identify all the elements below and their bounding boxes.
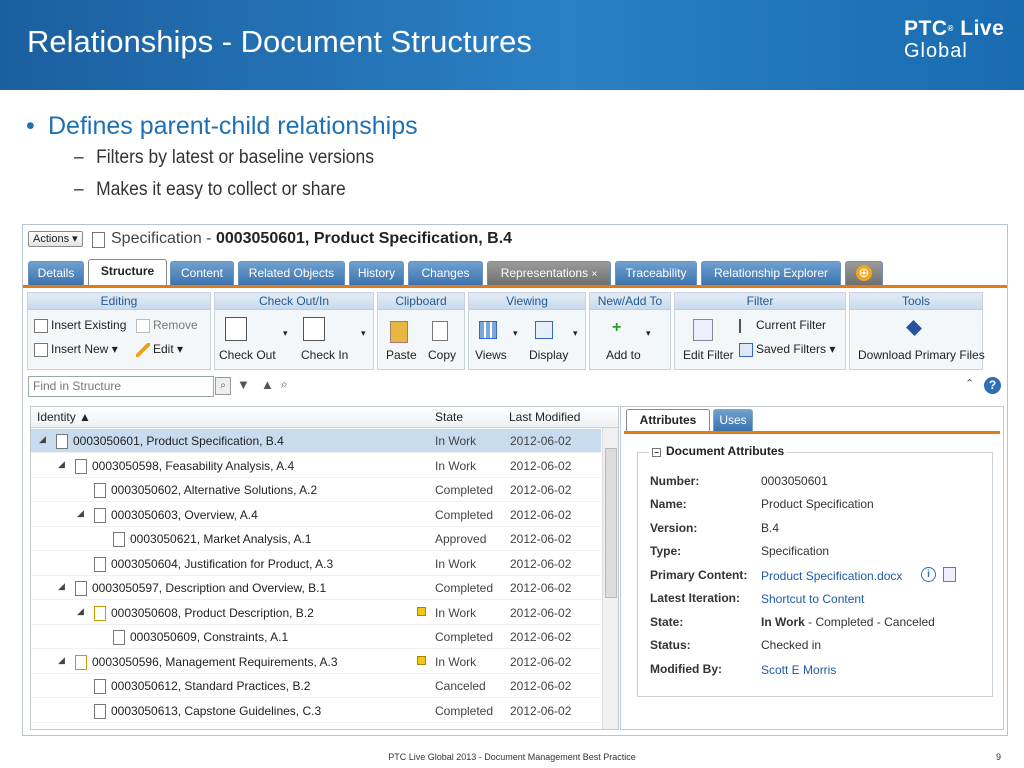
table-row[interactable] <box>31 625 601 649</box>
logo-ptc: PTC <box>904 17 948 40</box>
state-cell: Canceled <box>435 679 486 693</box>
tab-content[interactable]: Content <box>170 261 234 285</box>
last-modified-cell: 2012-06-02 <box>510 630 572 644</box>
saved-filters-icon <box>739 343 753 357</box>
sub-bullet-marker: – <box>74 147 84 168</box>
tab-history[interactable]: History <box>349 261 404 285</box>
expand-toggle-icon[interactable]: ◢ <box>58 581 65 591</box>
views-label: Views <box>475 348 507 362</box>
find-next-icon[interactable]: ▼ <box>237 377 250 392</box>
group-check-out-in <box>214 292 374 370</box>
section-title <box>649 444 787 458</box>
close-icon[interactable]: × <box>591 269 598 280</box>
tab-representations-label: Representations <box>500 266 589 280</box>
logo-live: Live <box>953 17 1005 40</box>
object-type: Specification - <box>111 230 216 247</box>
tab-details[interactable]: Details <box>28 261 84 285</box>
state-lifecycle: - Completed - Canceled <box>804 615 935 629</box>
modified-by-label: Modified By: <box>650 662 722 676</box>
state-cell: Completed <box>435 581 494 595</box>
document-icon <box>56 434 68 449</box>
state-cell: In Work <box>435 458 477 473</box>
scrollbar[interactable] <box>602 428 618 729</box>
state-cell: Completed <box>435 483 494 497</box>
bullet-main-text: Defines parent-child relationships <box>48 112 418 140</box>
remove-button[interactable] <box>136 318 198 333</box>
ptc-live-global-logo <box>904 18 1004 62</box>
collapse-toolbar-icon[interactable]: ⌃ <box>965 378 975 390</box>
current-filter-button[interactable] <box>739 318 826 333</box>
download-icon <box>906 320 922 336</box>
section-title-text: Document Attributes <box>666 444 785 458</box>
expand-toggle-icon[interactable]: ◢ <box>58 654 65 665</box>
display-dropdown[interactable]: ▾ <box>573 328 578 338</box>
primary-content-link[interactable]: Product Specification.docx <box>761 569 903 583</box>
type-label: Type: <box>650 544 682 558</box>
expand-toggle-icon[interactable]: ◢ <box>77 605 84 616</box>
checked-out-marker-icon <box>417 656 426 665</box>
state-cell: Completed <box>435 630 494 644</box>
edit-filter-label: Edit Filter <box>683 348 734 362</box>
info-panel <box>620 406 1004 730</box>
document-icon <box>94 483 106 498</box>
state-value <box>761 615 935 629</box>
paste-label: Paste <box>386 348 417 362</box>
insert-existing-icon <box>34 319 48 333</box>
identity-cell[interactable]: 0003050601, Product Specification, B.4 <box>73 434 284 448</box>
edit-filter-button[interactable] <box>683 348 734 362</box>
tab-attributes[interactable]: Attributes <box>626 409 710 431</box>
tab-underline <box>23 285 1007 288</box>
table-row[interactable] <box>31 601 601 625</box>
sub-bullet-text: Makes it easy to collect or share <box>96 179 346 200</box>
document-icon <box>75 655 87 670</box>
table-row[interactable] <box>31 527 601 551</box>
state-cell: Completed <box>435 703 494 718</box>
saved-filters-button[interactable]: Saved Filters ▾ <box>739 342 835 357</box>
binoculars-icon[interactable]: ⌕ <box>215 377 231 395</box>
last-modified-cell: 2012-06-02 <box>510 703 572 718</box>
group-title: Filter <box>675 293 845 310</box>
table-row[interactable] <box>31 650 601 674</box>
status-value: Checked in <box>761 638 822 652</box>
group-title: New/Add To <box>590 293 670 310</box>
identity-cell[interactable]: 0003050603, Overview, A.4 <box>111 507 258 522</box>
structure-toolbar <box>27 292 1003 370</box>
object-header <box>23 225 1007 255</box>
checked-out-marker-icon <box>417 607 426 616</box>
saved-filters-label: Saved Filters <box>756 342 827 356</box>
last-modified-cell: 2012-06-02 <box>510 507 572 522</box>
expand-toggle-icon[interactable]: ◢ <box>58 458 65 469</box>
identity-cell[interactable]: 0003050621, Market Analysis, A.1 <box>130 532 312 546</box>
remove-icon <box>136 319 150 333</box>
document-icon <box>94 557 106 572</box>
identity-cell[interactable]: 0003050609, Constraints, A.1 <box>130 630 289 644</box>
tab-representations[interactable] <box>487 261 611 285</box>
number-label: Number: <box>650 474 700 488</box>
status-label: Status: <box>650 638 691 652</box>
find-options-icon[interactable]: ⌕ <box>281 377 288 391</box>
group-editing <box>27 292 211 370</box>
col-identity[interactable]: Identity ▲ <box>37 410 91 424</box>
copy-label: Copy <box>428 348 457 362</box>
sub-bullet-text: Filters by latest or baseline versions <box>96 147 374 168</box>
tab-relationship-explorer[interactable]: Relationship Explorer <box>701 261 841 285</box>
help-icon[interactable]: ? <box>984 377 1001 394</box>
group-clipboard <box>377 292 465 370</box>
info-icon[interactable]: i <box>921 567 936 582</box>
document-icon <box>94 704 106 719</box>
group-new-add-to <box>589 292 671 370</box>
state-label: State: <box>650 615 684 629</box>
name-value: Product Specification <box>761 497 874 511</box>
name-label: Name: <box>650 497 687 511</box>
table-row[interactable] <box>31 478 601 502</box>
add-tab-button[interactable] <box>845 261 883 285</box>
col-state[interactable]: State <box>435 410 464 424</box>
display-icon <box>535 321 553 339</box>
sub-bullet-marker: – <box>74 179 84 200</box>
copy-button[interactable] <box>428 348 456 362</box>
document-icon <box>94 508 106 523</box>
identity-cell[interactable]: 0003050598, Feasability Analysis, A.4 <box>92 458 295 473</box>
display-label: Display <box>529 348 569 362</box>
identity-cell[interactable]: 0003050608, Product Description, B.2 <box>111 605 314 620</box>
last-modified-cell: 2012-06-02 <box>510 434 572 448</box>
find-in-structure-input[interactable]: Find in Structure <box>28 376 214 397</box>
latest-iteration-link[interactable]: Shortcut to Content <box>761 592 865 606</box>
bullet-main <box>26 112 418 141</box>
check-in-label: Check In <box>301 348 349 362</box>
table-row[interactable] <box>31 674 601 698</box>
expand-toggle-icon[interactable]: ◢ <box>39 434 46 444</box>
state-cell: Approved <box>435 532 487 546</box>
primary-content-label: Primary Content: <box>650 568 748 582</box>
state-current: In Work <box>761 615 805 629</box>
tab-changes[interactable]: Changes <box>408 261 483 285</box>
scrollbar-thumb[interactable] <box>605 448 617 598</box>
check-in-icon <box>303 317 325 341</box>
state-cell: In Work <box>435 434 477 448</box>
identity-cell[interactable]: 0003050612, Standard Practices, B.2 <box>111 679 311 693</box>
latest-iteration-label: Latest Iteration: <box>650 591 741 605</box>
check-out-label: Check Out <box>219 348 276 362</box>
paste-icon <box>390 321 408 343</box>
identity-cell[interactable]: 0003050597, Description and Overview, B.1 <box>92 581 327 595</box>
group-title: Check Out/In <box>215 293 373 310</box>
expand-toggle-icon[interactable]: ◢ <box>77 507 84 518</box>
version-label: Version: <box>650 521 698 535</box>
current-filter-label: Current Filter <box>756 318 827 332</box>
last-modified-cell: 2012-06-02 <box>510 654 572 669</box>
edit-filter-icon <box>693 319 713 341</box>
logo-registered: ® <box>947 24 954 33</box>
last-modified-cell: 2012-06-02 <box>510 679 572 693</box>
last-modified-cell: 2012-06-02 <box>510 532 572 546</box>
last-modified-cell: 2012-06-02 <box>510 556 572 571</box>
add-to-icon: + <box>612 319 622 336</box>
add-to-button[interactable] <box>606 348 641 362</box>
document-icon <box>113 532 125 547</box>
table-row[interactable] <box>31 576 601 600</box>
edit-label: Edit <box>153 342 174 356</box>
table-row[interactable] <box>31 552 601 576</box>
add-to-dropdown[interactable]: ▾ <box>646 328 651 338</box>
find-previous-icon[interactable]: ▲ <box>261 377 274 392</box>
group-title: Tools <box>850 293 982 310</box>
table-row[interactable] <box>31 503 601 527</box>
download-primary-files-button[interactable] <box>858 348 985 362</box>
check-out-dropdown[interactable]: ▾ <box>283 328 288 338</box>
number-value: 0003050601 <box>761 474 828 488</box>
modified-by-link[interactable]: Scott E Morris <box>761 663 837 677</box>
panel-tab-underline <box>624 431 1000 434</box>
open-document-icon[interactable] <box>943 567 956 582</box>
download-label: Download Primary Files <box>858 348 985 362</box>
document-icon <box>75 581 87 596</box>
last-modified-cell: 2012-06-02 <box>510 605 572 620</box>
document-icon <box>94 679 106 694</box>
identity-cell[interactable]: 0003050613, Capstone Guidelines, C.3 <box>111 703 322 718</box>
last-modified-cell: 2012-06-02 <box>510 458 572 473</box>
views-button[interactable] <box>475 348 507 362</box>
page-number: 9 <box>996 752 1002 762</box>
table-row[interactable] <box>31 429 601 453</box>
bullet-list <box>26 112 418 201</box>
insert-existing-label: Insert Existing <box>51 318 127 332</box>
insert-new-icon <box>34 343 48 357</box>
table-header <box>31 407 619 428</box>
document-icon <box>94 606 106 621</box>
edit-button[interactable]: Edit ▾ <box>136 342 183 357</box>
version-value: B.4 <box>761 521 780 535</box>
slide-title: Relationships - Document Structures <box>27 24 532 59</box>
group-filter <box>674 292 846 370</box>
check-in-button[interactable] <box>301 348 348 362</box>
state-cell: In Work <box>435 556 477 571</box>
table-row[interactable] <box>31 699 601 723</box>
group-title: Editing <box>28 293 210 310</box>
group-title: Viewing <box>469 293 585 310</box>
views-dropdown[interactable]: ▾ <box>513 328 518 338</box>
display-button[interactable] <box>529 348 568 362</box>
state-cell: In Work <box>435 654 477 669</box>
identity-cell[interactable]: 0003050596, Management Requirements, A.3 <box>92 654 338 669</box>
slide-footer: PTC Live Global 2013 - Document Management Best Practice <box>388 752 636 762</box>
table-row[interactable] <box>31 454 601 478</box>
check-out-icon <box>225 317 247 341</box>
views-icon <box>479 321 497 339</box>
paste-button[interactable] <box>386 348 417 362</box>
collapse-icon[interactable]: − <box>652 448 661 457</box>
insert-existing-button[interactable] <box>34 318 126 333</box>
last-modified-cell: 2012-06-02 <box>510 483 572 497</box>
tab-related-objects[interactable]: Related Objects <box>238 261 345 285</box>
identity-cell[interactable]: 0003050604, Justification for Product, A.3 <box>111 556 334 571</box>
tab-uses[interactable]: Uses <box>713 409 753 431</box>
group-title: Clipboard <box>378 293 464 310</box>
document-icon <box>92 232 105 248</box>
insert-new-label: Insert New <box>51 342 109 356</box>
bullet-marker: • <box>26 112 35 140</box>
last-modified-cell: 2012-06-02 <box>510 581 572 595</box>
tab-traceability[interactable]: Traceability <box>615 261 697 285</box>
document-icon <box>113 630 125 645</box>
object-identity: 0003050601, Product Specification, B.4 <box>215 230 513 247</box>
structure-tree-table <box>30 406 619 730</box>
state-cell: Completed <box>435 507 494 522</box>
copy-icon <box>432 321 448 341</box>
remove-label: Remove <box>153 318 198 332</box>
insert-new-button[interactable]: Insert New ▾ <box>34 342 118 357</box>
type-value: Specification <box>761 544 830 558</box>
check-out-button[interactable] <box>219 348 276 362</box>
tab-structure[interactable]: Structure <box>88 259 167 286</box>
actions-menu-button[interactable]: Actions ▾ <box>28 231 83 247</box>
logo-global: Global <box>904 40 968 62</box>
identity-cell[interactable]: 0003050602, Alternative Solutions, A.2 <box>111 483 318 497</box>
windchill-structure-screenshot <box>22 224 1008 736</box>
group-tools <box>849 292 983 370</box>
document-icon <box>75 459 87 474</box>
pencil-icon <box>136 343 150 357</box>
col-last-modified[interactable]: Last Modified <box>509 410 581 424</box>
sub-bullet <box>74 147 390 169</box>
add-to-label: Add to <box>606 348 641 362</box>
state-cell: In Work <box>435 605 477 620</box>
group-viewing <box>468 292 586 370</box>
current-filter-icon <box>739 319 753 333</box>
check-in-dropdown[interactable]: ▾ <box>361 328 366 338</box>
sub-bullet <box>74 179 390 201</box>
object-title <box>111 230 512 248</box>
add-tab-icon: ⊕ <box>856 265 872 281</box>
title-banner <box>0 0 1024 90</box>
